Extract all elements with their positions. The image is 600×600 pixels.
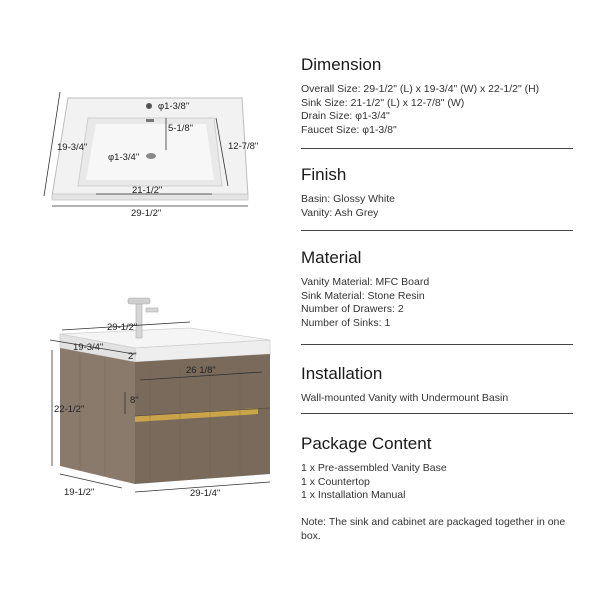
dimension-line: Drain Size: φ1-3/4": [301, 110, 390, 123]
divider: [301, 413, 573, 414]
installation-title: Installation: [301, 364, 383, 383]
drawer-height-label: 8": [130, 395, 139, 406]
package-line: 1 x Countertop: [301, 475, 370, 488]
overflow-slot-icon: [146, 119, 154, 122]
installation-line: Wall-mounted Vanity with Undermount Basin: [301, 392, 509, 404]
vanity-diagram: [0, 290, 290, 510]
finish-section: [301, 165, 576, 220]
base-depth-label: 19-1/2": [64, 487, 95, 498]
divider: [301, 344, 573, 345]
material-line: Vanity Material: MFC Board: [301, 276, 430, 288]
divider: [301, 148, 573, 149]
faucet-diameter-label: φ1-3/4": [108, 152, 140, 163]
dimension-title: Dimension: [301, 55, 382, 74]
finish-title: Finish: [301, 165, 347, 184]
right-depth-label: 12-7/8": [228, 141, 259, 152]
package-line: 1 x Installation Manual: [301, 489, 406, 502]
material-line: Number of Drawers: 2: [301, 303, 404, 316]
package-section: [301, 434, 576, 543]
package-line: 1 x Pre-assembled Vanity Base: [301, 462, 447, 474]
divider: [301, 230, 573, 231]
drain-diameter-label: φ1-3/8": [158, 101, 190, 112]
installation-section: [301, 364, 576, 406]
counter-thickness-label: 2": [128, 351, 137, 362]
drain-icon: [146, 153, 156, 159]
dimension-line: Faucet Size: φ1-3/8": [301, 123, 397, 136]
cabinet-side: [60, 348, 135, 484]
top-width-label: 29-1/2": [107, 322, 138, 333]
material-line: Sink Material: Stone Resin: [301, 289, 425, 302]
material-section: [301, 248, 576, 330]
package-title: Package Content: [301, 434, 432, 453]
drawer-width-label: 26 1/8": [186, 365, 216, 376]
bowl-depth-label: 5-1/8": [168, 123, 194, 134]
material-title: Material: [301, 248, 362, 267]
base-width-label: 29-1/4": [190, 488, 221, 499]
top-depth-label: 19-3/4": [73, 342, 104, 353]
dimension-line: Sink Size: 21-1/2" (L) x 12-7/8" (W): [301, 96, 465, 109]
material-line: Number of Sinks: 1: [301, 316, 391, 329]
outer-width-label: 29-1/2": [131, 208, 162, 219]
sink-diagram: [0, 0, 290, 230]
dimension-line: Overall Size: 29-1/2" (L) x 19-3/4" (W) x 22-1/2" (H): [301, 83, 540, 95]
faucet-hole-icon: [146, 103, 152, 109]
inner-width-label: 21-1/2": [132, 185, 163, 196]
dimension-section: [301, 55, 576, 137]
finish-line: Basin: Glossy White: [301, 193, 395, 205]
package-note: Note: The sink and cabinet are packaged together in one box.: [301, 515, 566, 542]
left-depth-label: 19-3/4": [57, 142, 88, 153]
height-label: 22-1/2": [54, 404, 85, 415]
finish-line: Vanity: Ash Grey: [301, 206, 379, 219]
